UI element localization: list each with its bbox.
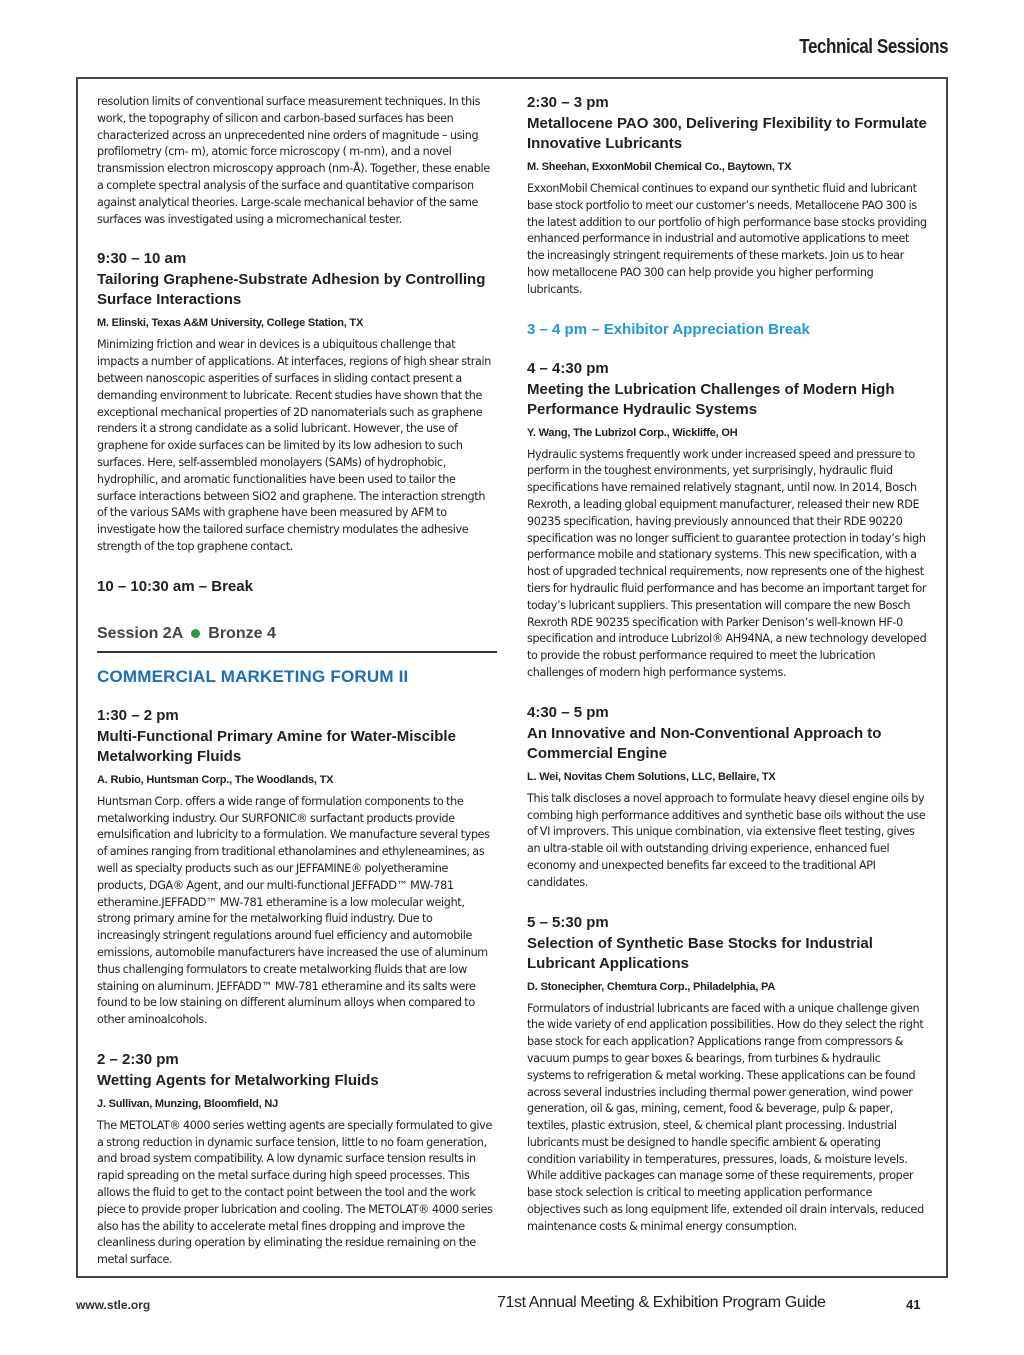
session-label: Session 2A — [97, 624, 184, 642]
talk-author: A. Rubio, Huntsman Corp., The Woodlands, TX — [97, 773, 334, 786]
talk-title: Meeting the Lubrication Challenges of Modern High Performance Hydraulic Systems — [527, 380, 895, 418]
break-label: 10 – 10:30 am – Break — [97, 577, 253, 595]
talk-title: Wetting Agents for Metalworking Fluids — [97, 1071, 379, 1089]
break-block — [527, 321, 927, 338]
intro-abstract: resolution limits of conventional surface measurement techniques. In this work, the topography of silicon and carbon-based surfaces has been characterized across an unprecedented nine orders of magnitude – using profilometry (cm- m), atomic force microscopy ( m-nm), and a novel transmission electron microscopy approach (nm-Å). Together, these enable a complete spectral analysis of the surface and quantitative comparison against analytical theories. Large-scale mechanical behavior of the same surfaces was investigated using a micromechanical tester. — [97, 95, 490, 226]
page-section-title: Technical Sessions — [799, 36, 948, 58]
left-column — [97, 94, 497, 1291]
talk-block — [527, 360, 927, 682]
talk-abstract: Hydraulic systems frequently work under increased speed and pressure to perform in the toughest environments, yet surprisingly, hydraulic fluid specifications have remained relatively stagnant, until now. In 2014, Bosch Rexroth, a leading global equipment manufacturer, released their new RDE 90235 specification, having previously announced that their RDE 90220 specification was no longer sufficient to guarantee protection in today’s high performance mobile and stationary systems. This new specification, with a host of upgraded technical requirements, now represents one of the highest tiers for hydraulic fluid performance and has become an important target for today’s lubricant suppliers. This presentation will compare the new Bosch Rexroth RDE 90235 specification with Parker Denison’s well-known HF-0 specification and introduce Lubrizol® AH94NA, a new technology developed to provide the robust performance required to meet the lubrication challenges of modern high performance systems. — [527, 447, 927, 679]
talk-block — [97, 1051, 497, 1269]
talk-abstract: Formulators of industrial lubricants are faced with a unique challenge given the wide variety of end application possibilities. How do they select the right base stock for each application? Applications range from compressors & vacuum pumps to gear boxes & bearings, from turbines & hydraulic systems to refrigeration & metal working. These applications can be found across several industries including thermal power generation, wind power generation, oil & gas, mining, cement, food & beverage, pulp & paper, textiles, plastic extrusion, steel, & chemical plant processing. Industrial lubricants must be designed to handle specific ambient & operating condition variability in temperatures, pressures, loads, & moisture levels. While additive packages can manage some of these requirements, proper base stock selection is critical to meeting application performance objectives such as long equipment life, extended oil drain intervals, reduced maintenance costs & minimal energy consumption. — [527, 1001, 924, 1233]
session-room: Bronze 4 — [208, 624, 276, 642]
talk-block — [527, 704, 927, 892]
forum-title: COMMERCIAL MARKETING FORUM II — [97, 666, 409, 686]
talk-time: 2 – 2:30 pm — [97, 1050, 179, 1068]
talk-author: Y. Wang, The Lubrizol Corp., Wickliffe, OH — [527, 426, 738, 439]
talk-block — [97, 250, 497, 555]
talk-time: 2:30 – 3 pm — [527, 94, 609, 111]
bullet-dot-icon — [191, 629, 200, 638]
talk-block — [527, 914, 927, 1236]
intro-block — [97, 94, 497, 228]
talk-abstract: The METOLAT® 4000 series wetting agents are specially formulated to give a strong reduction in dynamic surface tension, little to no foam generation, and broad system compatibility. A low dynamic surface tension results in rapid spreading on the metal surface during high speed processes. This allows the fluid to get to the contact point between the tool and the work piece to provide proper lubrication and cooling. The METOLAT® 4000 series also has the ability to accelerate metal fines dropping and improve the cleanliness during operation by eliminating the residue remaining on the metal surface. — [97, 1118, 493, 1267]
talk-abstract: ExxonMobil Chemical continues to expand our synthetic fluid and lubricant base stock portfolio to meet our customer’s needs. Metallocene PAO 300 is the latest addition to our portfolio of high performance base stocks providing enhanced performance in industrial and automotive applications to meet the increasingly stringent requirements of these markets. Join us to hear how metallocene PAO 300 can help provide you higher performing lubricants. — [527, 182, 927, 296]
footer-url-link[interactable]: www.stle.org — [76, 1298, 151, 1312]
talk-author: M. Elinski, Texas A&M University, College Station, TX — [97, 317, 364, 330]
talk-time: 9:30 – 10 am — [97, 250, 187, 268]
talk-author: L. Wei, Novitas Chem Solutions, LLC, Bellaire, TX — [527, 770, 776, 783]
talk-time: 4 – 4:30 pm — [527, 359, 609, 377]
talk-block — [527, 94, 927, 299]
session-header — [97, 625, 497, 653]
footer-guide-title: 71st Annual Meeting & Exhibition Program Guide — [497, 1294, 826, 1311]
talk-title: Tailoring Graphene-Substrate Adhesion by Controlling Surface Interactions — [97, 271, 486, 309]
talk-time: 5 – 5:30 pm — [527, 913, 609, 931]
talk-block — [97, 707, 497, 1029]
right-column — [527, 94, 927, 1258]
break-label: 3 – 4 pm – Exhibitor Appreciation Break — [527, 320, 810, 338]
talk-author: M. Sheehan, ExxonMobil Chemical Co., Baytown, TX — [527, 161, 792, 173]
talk-title: Multi-Functional Primary Amine for Water-Miscible Metalworking Fluids — [97, 727, 456, 765]
talk-title: Selection of Synthetic Base Stocks for Industrial Lubricant Applications — [527, 934, 873, 972]
talk-author: J. Sullivan, Munzing, Bloomfield, NJ — [97, 1097, 279, 1110]
talk-abstract: Minimizing friction and wear in devices is a ubiquitous challenge that impacts a number of applications. At interfaces, regions of high shear strain between nanoscopic asperities of surfaces in sliding contact present a demanding environment to lubricate. Recent studies have shown that the exceptional mechanical properties of 2D nanomaterials such as graphene renders it a strong candidate as a solid lubricant. However, the use of graphene for oxide surfaces can be limited by its low adhesion to such surfaces. Here, self-assembled monolayers (SAMs) of hydrophobic, hydrophilic, and aromatic functionalities have been used to tailor the surface interactions between SiO2 and graphene. The interaction strength of the various SAMs with graphene have been measured by AFM to investigate how the tailored surface chemistry modulates the adhesive strength of the top graphene contact. — [97, 338, 492, 553]
page-number: 41 — [906, 1297, 921, 1312]
talk-title: Metallocene PAO 300, Delivering Flexibility to Formulate Innovative Lubricants — [527, 115, 927, 152]
talk-time: 4:30 – 5 pm — [527, 703, 609, 721]
talk-time: 1:30 – 2 pm — [97, 706, 179, 724]
talk-title: An Innovative and Non-Conventional Approach to Commercial Engine — [527, 724, 882, 762]
talk-author: D. Stonecipher, Chemtura Corp., Philadelphia, PA — [527, 980, 776, 993]
talk-abstract: Huntsman Corp. offers a wide range of formulation components to the metalworking industry. Our SURFONIC® surfactant products provide emulsification and lubricity to a formulation. We manufacture several types of amines ranging from traditional ethanolamines and ethyleneamines, as well as specialty products such as our JEFFAMINE® polyetheramine products, DGA® Agent, and our multi-functional JEFFADD™ MW-781 etheramine.JEFFADD™ MW-781 etheramine is a low molecular weight, strong primary amine for the metalworking fluid industry. Due to increasingly stringent regulations around fuel efficiency and automobile emissions, automobile manufacturers have increased the use of aluminum thus challenging formulators to create metalworking fluids that are low staining on aluminum. JEFFADD™ MW-781 etheramine and its salts were found to be low staining on different aluminum alloys when compared to other aminoalcohols. — [97, 794, 490, 1027]
talk-abstract: This talk discloses a novel approach to formulate heavy diesel engine oils by combing high performance additives and synthetic base oils without the use of VI improvers. This unique combination, via extensive fleet testing, gives an ultra-stable oil with outstanding driving experience, enhanced fuel economy and unexpected benefits far exceed to the traditional API candidates. — [527, 791, 926, 889]
